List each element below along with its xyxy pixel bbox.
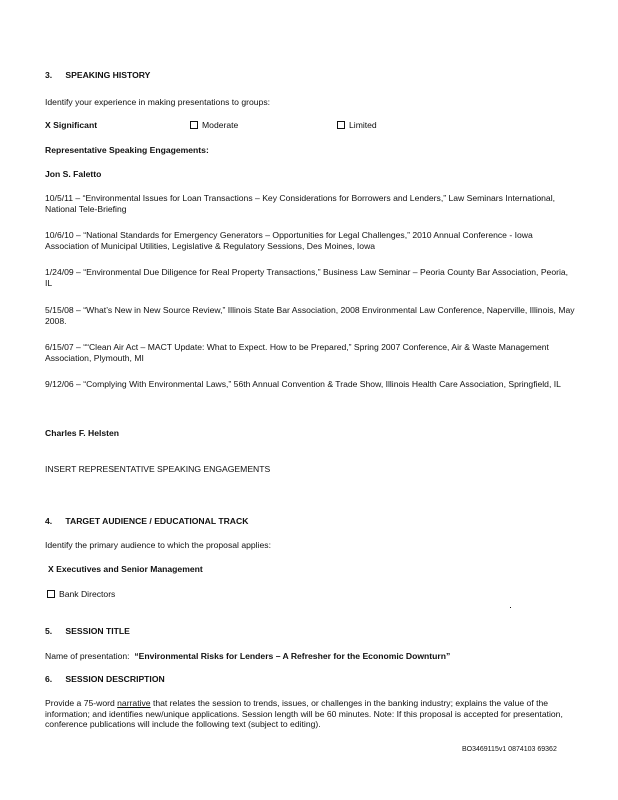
section-5-heading <box>45 626 575 637</box>
section-6-number: 6. <box>45 674 53 684</box>
experience-option-significant[interactable] <box>45 120 97 131</box>
significant-marker: X <box>45 120 51 130</box>
audience-option-executives[interactable] <box>48 564 578 575</box>
engagement-item: 1/24/09 – “Environmental Due Diligence for Real Property Transactions,” Business Law Seminar – Peoria County Bar Association, Peoria, IL <box>45 267 569 288</box>
session-title-line <box>45 651 575 662</box>
experience-option-limited[interactable] <box>337 120 377 131</box>
description-text-end: that relates the session to trends, issues, or challenges in the banking industry; explains the value of the information; and identifies new/unique applications. Session length will be 60 minutes. Note: If this proposal is accepted for presentation, conference publications will include the following text (subject to editing). <box>45 698 563 730</box>
section-6-title: SESSION DESCRIPTION <box>65 674 165 684</box>
engagement-item: 10/5/11 – “Environmental Issues for Loan Transactions – Key Considerations for Borrowers and Lenders,” Law Seminars International, National Tele-Briefing <box>45 193 556 214</box>
audience-option-bank-directors[interactable] <box>47 589 577 600</box>
speaker-name-faletto: Jon S. Faletto <box>45 169 102 179</box>
section-5-number: 5. <box>45 626 53 636</box>
session-description-text <box>45 698 575 730</box>
section-4-title: TARGET AUDIENCE / EDUCATIONAL TRACK <box>65 516 249 526</box>
stray-dot <box>510 607 511 608</box>
representative-engagements-heading: Representative Speaking Engagements: <box>45 145 209 155</box>
section-3-heading <box>45 70 575 81</box>
section-4-number: 4. <box>45 516 53 526</box>
document-footer-id: BO3469115v1 0874103 69362 <box>462 746 557 753</box>
checkbox-icon[interactable] <box>47 590 55 598</box>
engagement-item: 5/15/08 – “What’s New in New Source Review,” Illinois State Bar Association, 2008 Environmental Law Conference, Naperville, Illinois, May 2008. <box>45 305 575 326</box>
description-narrative-word: narrative <box>117 698 151 708</box>
engagement-item: 10/6/10 – “National Standards for Emergency Generators – Opportunities for Legal Challenges,” 2010 Annual Conference - Iowa Association of Municipal Utilities, Legislative & Regulatory Sessions, Des Moines, Iowa <box>45 230 533 251</box>
section-5-title: SESSION TITLE <box>65 626 130 636</box>
significant-label: Significant <box>53 120 98 130</box>
limited-label: Limited <box>349 120 377 130</box>
engagement-item: 9/12/06 – “Complying With Environmental Laws,” 56th Annual Convention & Trade Show, Illinois Health Care Association, Springfield, IL <box>45 379 561 389</box>
checkbox-icon[interactable] <box>190 121 198 129</box>
bank-directors-label: Bank Directors <box>59 589 116 599</box>
executives-label: Executives and Senior Management <box>56 564 203 574</box>
moderate-label: Moderate <box>202 120 239 130</box>
experience-options <box>45 120 575 132</box>
speaker-name-helsten: Charles F. Helsten <box>45 428 120 438</box>
section-4-heading <box>45 516 575 527</box>
section-3-prompt: Identify your experience in making presentations to groups: <box>45 97 270 107</box>
executives-marker: X <box>48 564 54 574</box>
checkbox-icon[interactable] <box>337 121 345 129</box>
section-4-prompt: Identify the primary audience to which the proposal applies: <box>45 540 271 550</box>
section-6-heading <box>45 674 575 685</box>
description-text-start: Provide a 75-word <box>45 698 118 708</box>
session-title-value: “Environmental Risks for Lenders – A Refresher for the Economic Downturn” <box>134 651 451 661</box>
experience-option-moderate[interactable] <box>190 120 238 131</box>
section-3-title: SPEAKING HISTORY <box>65 70 151 80</box>
session-title-label: Name of presentation: <box>45 651 130 661</box>
insert-engagements-note: INSERT REPRESENTATIVE SPEAKING ENGAGEMENTS <box>45 464 271 474</box>
engagement-item: 6/15/07 – ““Clean Air Act – MACT Update: What to Expect. How to be Prepared,” Spring 2007 Conference, Air & Waste Management Association, Plymouth, MI <box>45 342 549 363</box>
section-3-number: 3. <box>45 70 53 80</box>
